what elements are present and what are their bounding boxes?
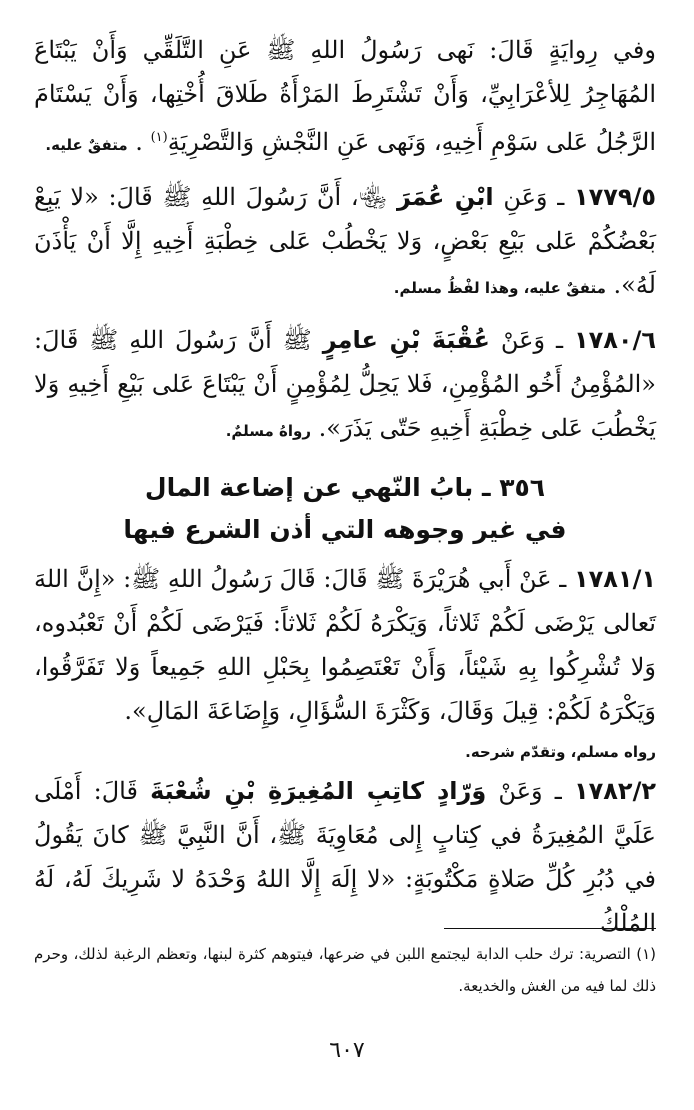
hadith-1779 bbox=[34, 175, 656, 310]
hadith-1782 bbox=[34, 769, 656, 945]
hadith-prefix: ـ وَعَنْ bbox=[489, 326, 574, 354]
hadith-1781 bbox=[34, 557, 656, 733]
hadith-narrator: عُقْبَةَ بْنِ عامِرٍ bbox=[322, 326, 490, 354]
hadith-reference: رواه مسلم، وتقدّم شرحه. bbox=[465, 743, 656, 761]
page-number: ٦٠٧ bbox=[329, 1038, 365, 1063]
hadith-narrator: وَرّادٍ كاتِبِ المُغِيرَةِ بْنِ شُعْبَةَ bbox=[150, 777, 487, 805]
hadith-reference: متفقٌ عليه، وهذا لفْظُ مسلم. bbox=[393, 279, 606, 297]
hadith-prefix: ـ وَعَنِ bbox=[493, 183, 574, 211]
hadith-reference: رواهُ مسلمٌ. bbox=[225, 422, 311, 440]
hadith-prefix: ـ وَعَنْ bbox=[486, 777, 574, 805]
chapter-title-line-2: في غير وجوهه التي أذن الشرع فيها bbox=[123, 515, 567, 544]
hadith-number: ١٧٨٠/٦ bbox=[573, 326, 656, 354]
hadith-continuation: وفي رِوايَةٍ قَالَ: نَهى رَسُولُ اللهِ ﷺ عَنِ التَّلَقِّي وَأَنْ يَبْتَاعَ المُهَاجِرُ لِلأعْرَابِيِّ، وَأَنْ تَشْتَرِطَ المَرْأَةُ طَلاقَ أُخْتِها، وَأَنْ يَسْتَامَ الرَّجُلُ عَلى سَوْمِ أَخِيهِ، وَنَهى عَنِ النَّجْشِ وَالتَّصْرِيَةِ$^{(١)}$ . متفقٌ عليه. bbox=[34, 36, 656, 156]
continuation-reference: متفقٌ عليه. bbox=[45, 136, 128, 154]
footnote-marker[interactable]: (١) bbox=[150, 130, 168, 145]
chapter-heading bbox=[34, 467, 656, 551]
continuation-text: وفي رِوايَةٍ قَالَ: نَهى رَسُولُ اللهِ ﷺ عَنِ التَّلَقِّي وَأَنْ يَبْتَاعَ المُهَاجِرُ لِلأعْرَابِيِّ، وَأَنْ تَشْتَرِطَ المَرْأَةُ طَلاقَ أُخْتِها، وَأَنْ يَسْتَامَ الرَّجُلُ عَلى سَوْمِ أَخِيهِ، وَنَهى عَنِ النَّجْشِ وَالتَّصْرِيَةِ bbox=[34, 36, 656, 156]
hadith-number: ١٧٨٢/٢ bbox=[573, 777, 656, 805]
hadith-number: ١٧٨١/١ bbox=[573, 565, 656, 593]
footnote: (١) التصرية: ترك حلب الدابة ليجتمع اللبن في ضرعها، فيتوهم كثرة لبنها، وتعظم الرغبة لذلك، وحرم ذلك لما فيه من الغش والخديعة. bbox=[34, 945, 656, 995]
hadith-text: ﷺ أَنَّ رَسُولَ اللهِ ﷺ قَالَ: «المُؤْمِنُ أَخُو المُؤْمِنِ، فَلا يَحِلُّ لِمُؤْمِنٍ أَنْ يَبْتَاعَ عَلى بَيْعِ أَخِيهِ وَلا يَخْطُبَ عَلى خِطْبَةِ أَخِيهِ حَتّى يَذَرَ». bbox=[34, 326, 656, 442]
hadith-narrator: ابْنِ عُمَرَ bbox=[396, 183, 494, 211]
hadith-text: ﵄، أَنَّ رَسُولَ اللهِ ﷺ قَالَ: «لا يَبِعْ بَعْضُكُمْ عَلى بَيْعِ بَعْضٍ، وَلا يَخْطُبْ عَلى خِطْبَةِ أَخِيهِ إِلَّا أَنْ يَأْذَنَ لَهُ». bbox=[34, 183, 656, 299]
hadith-text: قَالَ: أَمْلَى عَلَيَّ المُغِيرَةُ في كِتابٍ إِلى مُعَاوِيَةَ ﷺ، أَنَّ النَّبِيَّ ﷺ كانَ يَقُولُ في دُبُرِ كُلِّ صَلاةٍ مَكْتُوبَةٍ: «لا إِلَهَ إِلَّا اللهُ وَحْدَهُ لا شَرِيكَ لَهُ، لَهُ المُلْكُ bbox=[34, 777, 656, 937]
hadith-text: ـ عَنْ أَبي هُرَيْرَةَ ﷺ قَالَ: قَالَ رَسُولُ اللهِ ﷺ: «إِنَّ اللهَ تَعالى يَرْضَى لَكُمْ ثَلاثاً، وَيَكْرَهُ لَكُمْ ثَلاثاً: فَيَرْضَى لَكُمْ أَنْ تَعْبُدوه، وَلا تُشْرِكُوا بِهِ شَيْئاً، وَأَنْ تَعْتَصِمُوا بِحَبْلِ اللهِ جَمِيعاً وَلا تَفَرَّقُوا، وَيَكْرَهُ لَكُمْ: قِيلَ وَقَالَ، وَكَثْرَةَ السُّؤَالِ، وَإِضَاعَةَ المَالِ». bbox=[34, 565, 656, 725]
footnote-divider bbox=[444, 928, 656, 929]
hadith-1780 bbox=[34, 318, 656, 453]
hadith-number: ١٧٧٩/٥ bbox=[573, 183, 656, 211]
chapter-title-line-1: ٣٥٦ ـ بابُ النّهي عن إضاعة المال bbox=[144, 473, 546, 502]
